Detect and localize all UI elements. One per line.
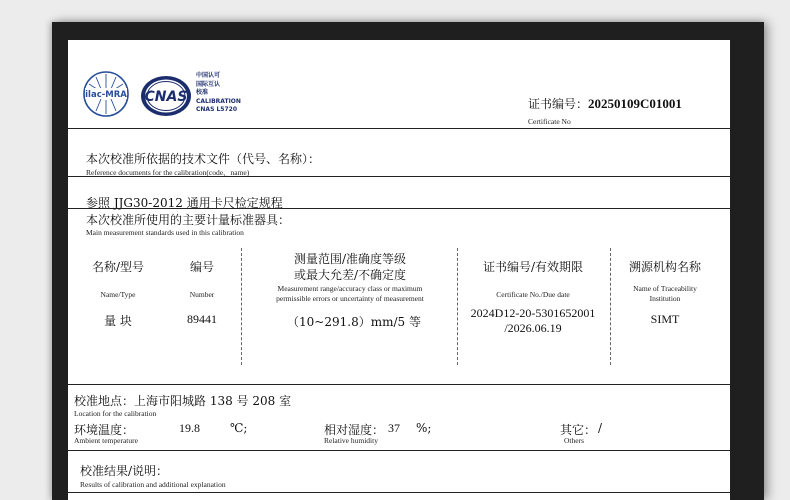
results-label-cn: 校准结果/说明： (80, 464, 169, 478)
certificate-page (68, 40, 730, 500)
humidity-label-cn: 相对湿度： (324, 423, 385, 437)
cnas-line: CALIBRATION (196, 97, 241, 105)
ilac-mra-logo (82, 70, 130, 118)
temperature-value: 19.8 (179, 421, 200, 435)
column-separator (241, 248, 242, 365)
humidity-unit: %; (416, 421, 432, 435)
reference-label-cn: 本次校准所依据的技术文件（代号、名称）： (86, 152, 321, 166)
standards-label-en: Main measurement standards used in this calibration (86, 228, 244, 237)
column-header-certificate-en: Certificate No./Due date (496, 290, 570, 299)
location-value: 上海市阳城路 138 号 208 室 (134, 394, 292, 408)
column-separator (457, 248, 458, 365)
cell-name-type: 量 块 (104, 314, 132, 328)
cnas-line: 校准 (196, 89, 209, 97)
temperature-unit: ℃; (230, 421, 248, 435)
cnas-line: CNAS L5720 (196, 106, 238, 114)
temperature-label-en: Ambient temperature (74, 436, 138, 445)
column-header-number-en: Number (189, 290, 215, 299)
others-label-cn: 其它： (560, 423, 597, 437)
cell-number: 89441 (187, 312, 217, 326)
results-label-en: Results of calibration and additional explanation (80, 480, 226, 489)
others-value: / (598, 421, 603, 435)
ilac-logo-text: ilac-MRA (85, 90, 127, 100)
column-separator (610, 248, 611, 365)
location-label-cn: 校准地点： (74, 394, 135, 408)
reference-label-en: Reference documents for the calibration(code、name) (86, 168, 250, 177)
location-row (74, 392, 291, 409)
certificate-number-label (528, 95, 682, 112)
cnas-line: 国际互认 (196, 80, 221, 88)
cnas-logo-text: CNAS (144, 89, 188, 105)
column-header-range-line2: 或最大允差/不确定度 (293, 268, 407, 282)
column-header-name-type-en: Name/Type (100, 290, 136, 299)
reference-value: 参照 JJG30-2012 通用卡尺检定规程 (86, 196, 283, 210)
certificate-label-en: Certificate No (528, 117, 571, 126)
cell-range: （10~291.8）mm/5 等 (287, 315, 421, 329)
temperature-label-cn: 环境温度： (74, 423, 135, 437)
divider (68, 208, 730, 209)
divider (68, 492, 730, 493)
humidity-label-en: Relative humidity (324, 436, 378, 445)
column-header-institution: 溯源机构名称 (628, 260, 702, 274)
cell-institution: SIMT (650, 312, 680, 326)
cnas-logo (140, 74, 192, 118)
column-header-institution-en: Name of Traceability (633, 284, 697, 293)
cnas-accreditation-text (196, 72, 241, 115)
certificate-label-cn: 证书编号： (528, 97, 589, 111)
column-header-number: 编号 (189, 260, 215, 274)
cell-due-date: /2026.06.19 (504, 321, 562, 335)
divider (68, 384, 730, 385)
humidity-value: 37 (388, 421, 400, 435)
certificate-number: 20250109C01001 (588, 96, 682, 111)
column-header-range: 测量范围/准确度等级 (293, 252, 407, 266)
column-header-range-en: Measurement range/accuracy class or maximum (277, 284, 423, 293)
column-header-institution-en-line2: Institution (649, 294, 681, 303)
divider (68, 128, 730, 129)
location-label-en: Location for the calibration (74, 409, 157, 418)
others-label-en: Others (564, 436, 584, 445)
column-header-range-en-line2: permissible errors or uncertainty of measurement (276, 294, 424, 303)
standards-label-cn: 本次校准所使用的主要计量标准器具： (86, 213, 291, 227)
divider (68, 176, 730, 177)
cell-certificate: 2024D12-20-5301652001 (470, 306, 596, 320)
cnas-line: 中国认可 (196, 72, 221, 79)
divider (68, 450, 730, 451)
column-header-name-type: 名称/型号 (91, 260, 145, 274)
column-header-certificate: 证书编号/有效期限 (482, 260, 584, 274)
